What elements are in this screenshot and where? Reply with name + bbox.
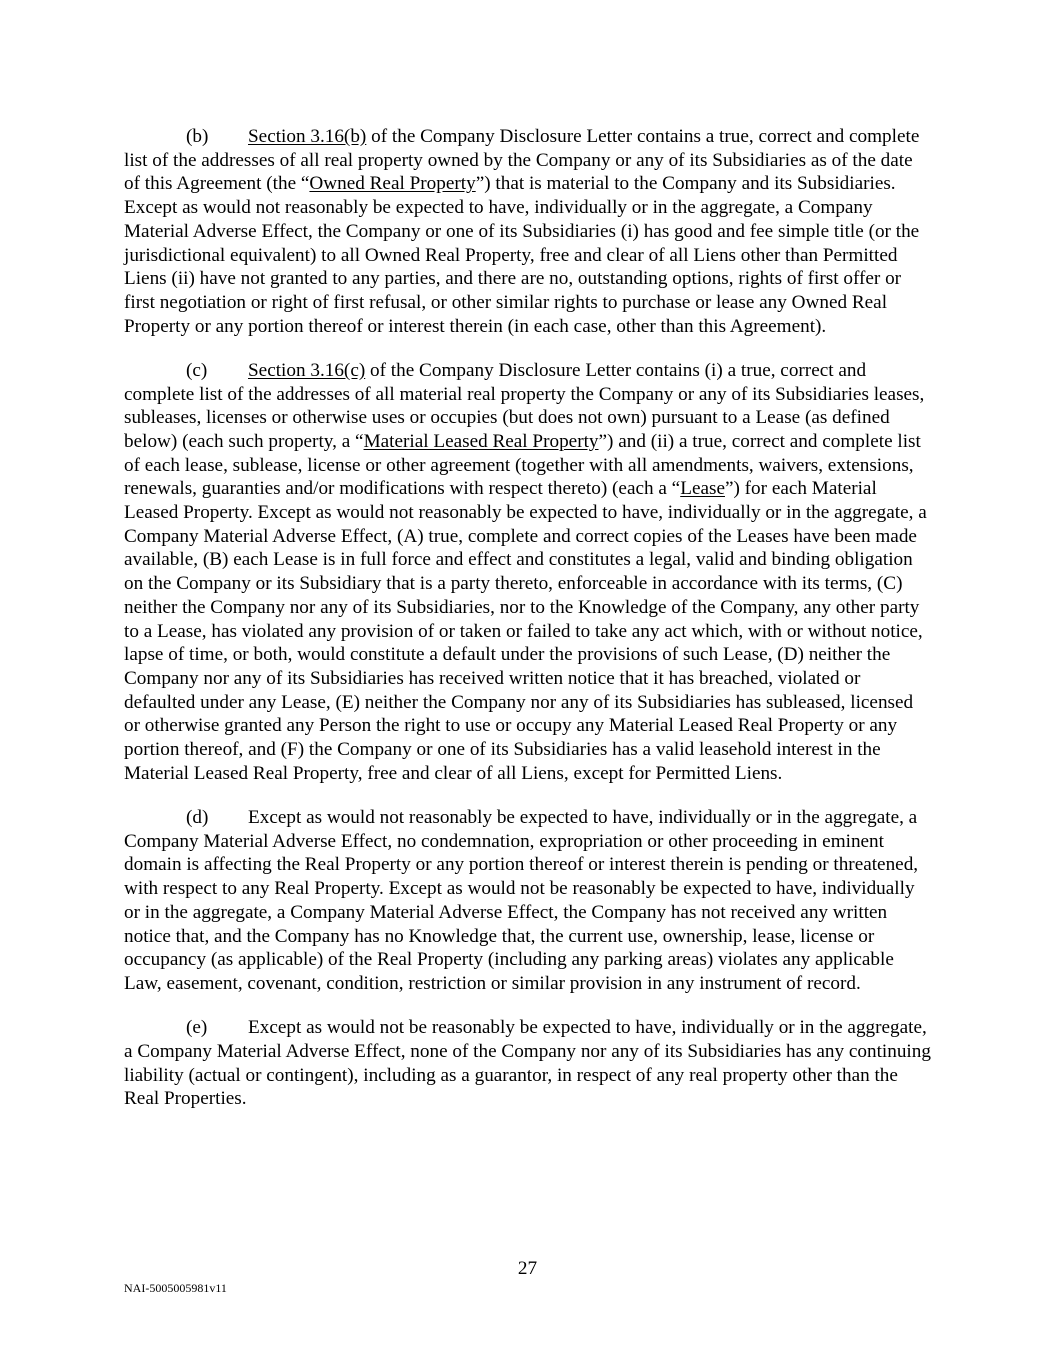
paragraph-label: (c)	[186, 359, 208, 381]
paragraph-text: of the Company Disclosure Letter contains a true, correct and complete list of the addresses of all real property owned by the Company or any of its Subsidiaries as of the date of this Agreement (the “	[124, 126, 920, 195]
defined-term: Material Leased Real Property	[363, 430, 599, 452]
paragraph-text: ”) that is material to the Company and its Subsidiaries. Except as would not reasonably be expected to have, individually or in the aggregate, a Company Material Adverse Effect, the Company or one of its Subsidiaries (i) has good and fee simple title (or the jurisdictional equivalent) to all Owned Real Property, free and clear of all Liens other than Permitted Liens (ii) have not granted to any parties, and there are no, outstanding options, rights of first offer or first negotiation or right of first refusal, or other similar rights to purchase or lease any Owned Real Property or any portion thereof or interest therein (in each case, other than this Agreement).	[124, 173, 920, 337]
paragraph-label: (e)	[186, 1017, 208, 1039]
section-reference: Section 3.16(b)	[248, 126, 367, 147]
paragraph-text: of the Company Disclosure Letter contains (i) a true, correct and complete list of the addresses of all material real property the Company or any of its Subsidiaries leases, subleases, licenses or otherwise uses or occupies (but does not own) pursuant to a Lease (as defined below) (each such property, a “	[124, 359, 925, 452]
paragraph-label: (d)	[186, 806, 209, 828]
defined-term: Lease	[680, 478, 725, 500]
page-number: 27	[517, 1258, 538, 1279]
paragraph-label: (b)	[186, 126, 209, 147]
paragraph-d	[124, 806, 932, 996]
document-id: NAI-5005005981v11	[124, 1281, 227, 1295]
paragraph-text: ”) and (ii) a true, correct and complete list of each lease, sublease, license or other agreement (together with all amendments, waivers, extensions, renewals, guaranties and/or modifications with respect thereto) (each a “	[124, 430, 921, 500]
paragraph-b	[124, 125, 932, 338]
defined-term: Owned Real Property	[309, 173, 476, 195]
paragraph-e	[124, 1016, 932, 1111]
paragraph-c	[124, 359, 932, 786]
paragraph-text: Except as would not be reasonably be expected to have, individually or in the aggregate, a Company Material Adverse Effect, none of the Company nor any of its Subsidiaries has any continuing liability (actual or contingent), including as a guarantor, in respect of any real property other than the Real Properties.	[124, 1017, 931, 1110]
section-reference: Section 3.16(c)	[248, 359, 366, 381]
paragraph-text: Except as would not reasonably be expected to have, individually or in the aggregate, a Company Material Adverse Effect, no condemnation, expropriation or other proceeding in eminent domain is affecting the Real Property or any portion thereof or interest therein is pending or threatened, with respect to any Real Property. Except as would not be reasonably be expected to have, individually or in the aggregate, a Company Material Adverse Effect, the Company has not received any written notice that, and the Company has no Knowledge that, the current use, ownership, lease, license or occupancy (as applicable) of the Real Property (including any parking areas) violates any applicable Law, easement, covenant, condition, restriction or similar provision in any instrument of record.	[124, 806, 919, 994]
paragraph-text: ”) for each Material Leased Property. Except as would not reasonably be expected to have, individually or in the aggregate, a Company Material Adverse Effect, (A) true, complete and correct copies of the Leases have been made available, (B) each Lease is in full force and effect and constitutes a legal, valid and binding obligation on the Company or its Subsidiary that is a party thereto, enforceable in accordance with its terms, (C) neither the Company nor any of its Subsidiaries, nor to the Knowledge of the Company, any other party to a Lease, has violated any provision of or taken or failed to take any act which, with or without notice, lapse of time, or both, would constitute a default under the provisions of such Lease, (D) neither the Company nor any of its Subsidiaries has received written notice that it has breached, violated or defaulted under any Lease, (E) neither the Company nor any of its Subsidiaries has subleased, licensed or otherwise granted any Person the right to use or occupy any Material Leased Real Property or any portion thereof, and (F) the Company or one of its Subsidiaries has a valid leasehold interest in the Material Leased Real Property, free and clear of all Liens, except for Permitted Liens.	[124, 478, 927, 784]
document-body	[124, 125, 932, 1131]
